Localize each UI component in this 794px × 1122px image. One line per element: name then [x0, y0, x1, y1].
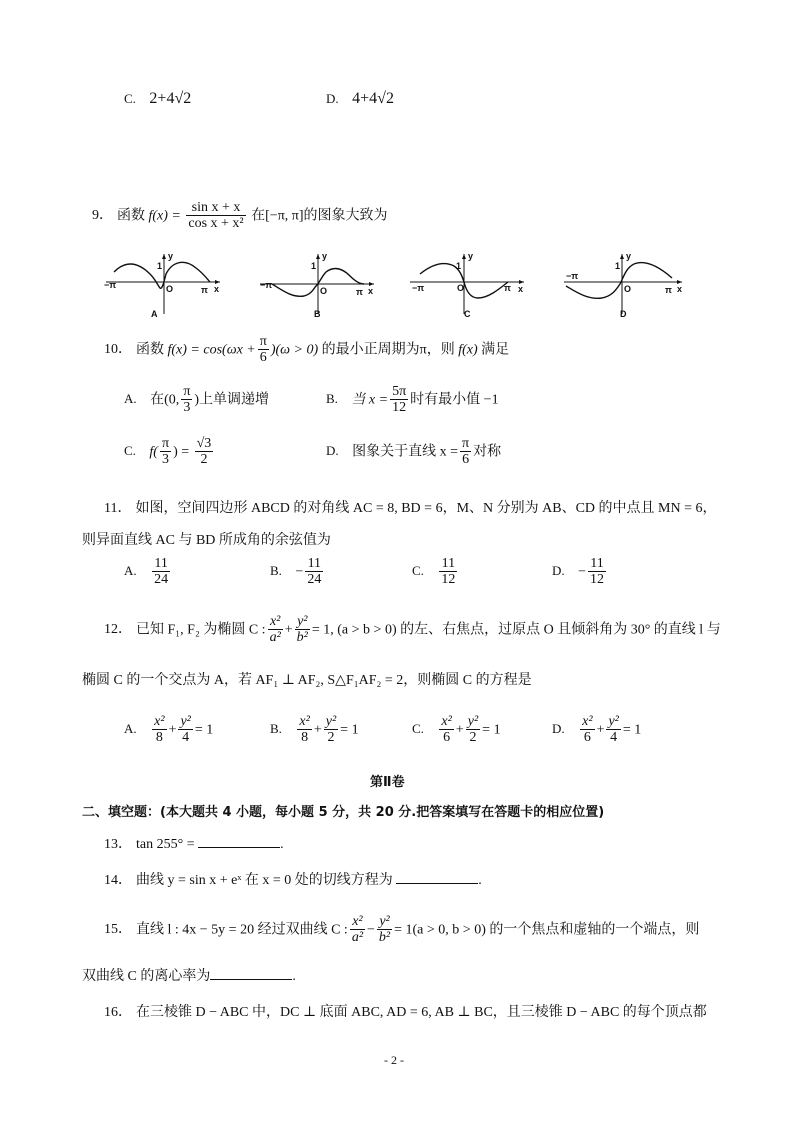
- y-axis-label: y: [626, 251, 632, 261]
- x-axis-label: x: [518, 284, 524, 294]
- function-expr: f(x) = cos(ωx +: [167, 342, 256, 358]
- numerator: sin x + x: [186, 200, 245, 216]
- tick-pi: π: [665, 285, 672, 295]
- x-axis-label: x: [368, 286, 374, 296]
- equals: = 1: [194, 722, 214, 738]
- fraction: [460, 436, 471, 468]
- question-number: 15．: [104, 922, 132, 938]
- tick-neg-pi: −π: [566, 271, 579, 281]
- numerator: π: [462, 436, 470, 451]
- graph-a: [104, 252, 224, 318]
- option-text: 当 x =: [351, 392, 389, 408]
- denominator: a²: [351, 930, 364, 946]
- q11-stem-line1: [104, 500, 716, 519]
- q15-stem-line2: [82, 968, 296, 987]
- fraction: [377, 914, 392, 946]
- option-letter: C.: [412, 563, 424, 579]
- q10-option-b: [326, 384, 499, 416]
- x-axis-label: x: [214, 284, 220, 294]
- q12-stem-line1: [104, 614, 721, 646]
- tick-pi: π: [504, 283, 511, 293]
- fraction: [466, 714, 480, 746]
- option-letter: D.: [326, 443, 339, 459]
- denominator: 12: [590, 572, 605, 588]
- numerator: x²: [350, 914, 365, 930]
- q11-option-c: [412, 556, 459, 588]
- numerator: x²: [154, 714, 165, 729]
- numerator: y²: [377, 914, 392, 930]
- option-sign: −: [578, 564, 587, 580]
- fraction: [324, 714, 338, 746]
- section-header: 二、填空题：(本大题共 4 小题，每小题 5 分，共 20 分.把答案填写在答题卡的相应位置): [82, 805, 605, 820]
- numerator: y²: [295, 614, 310, 630]
- stem-text: 函数: [136, 342, 164, 358]
- function-expr: )(ω > 0): [270, 342, 319, 358]
- option-text: f(: [149, 444, 158, 460]
- option-text: 时有最小值 −1: [410, 392, 499, 408]
- denominator: 4: [610, 730, 618, 746]
- q8-option-d: [326, 88, 394, 110]
- part-title: 第Ⅱ卷: [370, 775, 405, 790]
- tick-neg-pi: −π: [104, 280, 117, 290]
- denominator: 8: [301, 730, 309, 746]
- option-letter: C.: [124, 443, 136, 459]
- option-letter: D.: [552, 721, 565, 737]
- tick-one: 1: [311, 261, 317, 271]
- option-sign: −: [295, 564, 304, 580]
- q10-option-d: [326, 436, 501, 468]
- option-letter: A.: [124, 721, 137, 737]
- fraction: [580, 714, 594, 746]
- numerator: y²: [467, 714, 479, 729]
- q10-option-a: [124, 384, 269, 416]
- denominator: 8: [155, 730, 163, 746]
- q14: [104, 872, 482, 891]
- fraction: [305, 556, 323, 588]
- origin-label: O: [320, 286, 328, 296]
- numerator: y²: [325, 714, 337, 729]
- question-number: 10．: [104, 342, 132, 358]
- fraction: [258, 334, 269, 366]
- option-letter: A.: [124, 391, 137, 407]
- denominator: 24: [307, 572, 322, 588]
- stem-text: 双曲线 C 的离心率为: [82, 969, 211, 984]
- end-mark: .: [292, 969, 296, 984]
- function-expr: f(x): [458, 342, 478, 358]
- q11-option-d: [552, 556, 608, 588]
- graph-d: [562, 252, 686, 318]
- q12-option-a: A. $\frac{\text{x²}}{8}$ + $\frac{\text{y²}}{4}$ = 1: [124, 714, 214, 746]
- stem-text: 的最小正周期为π，则: [321, 342, 455, 358]
- stem-text: 函数: [117, 208, 145, 224]
- origin-label: O: [624, 284, 632, 294]
- fraction: [297, 714, 311, 746]
- question-number: 13．: [104, 837, 132, 852]
- fraction: [178, 714, 192, 746]
- tick-pi: π: [356, 287, 363, 297]
- q12-stem-line2: [82, 672, 532, 691]
- denominator: cos x + x²: [188, 216, 244, 232]
- x-axis-label: x: [677, 284, 683, 294]
- page-number: - 2 -: [384, 1053, 404, 1067]
- y-axis-label: y: [322, 251, 328, 261]
- stem-text: 曲线 y = sin x + eˣ 在 x = 0 处的切线方程为: [136, 873, 393, 888]
- fraction: [439, 714, 453, 746]
- fraction: [195, 436, 214, 468]
- tick-one: 1: [615, 261, 621, 271]
- numerator: x²: [268, 614, 283, 630]
- answer-blank: [198, 847, 280, 848]
- q9-stem: [92, 200, 388, 232]
- fraction: [186, 200, 245, 232]
- numerator: y²: [608, 714, 619, 729]
- option-letter: D.: [326, 91, 339, 106]
- denominator: 3: [162, 452, 170, 468]
- denominator: b²: [296, 630, 308, 646]
- fraction: [350, 914, 365, 946]
- graph-option-label: B: [314, 309, 321, 319]
- tick-pi: π: [201, 285, 208, 295]
- question-number: 14．: [104, 873, 132, 888]
- q11-option-b: [270, 556, 325, 588]
- denominator: 2: [469, 730, 477, 746]
- numerator: √3: [196, 436, 212, 451]
- option-text: 图象关于直线 x =: [352, 444, 459, 460]
- origin-label: O: [457, 283, 465, 293]
- option-letter: B.: [270, 721, 282, 737]
- q8-option-c: [124, 88, 191, 110]
- graph-option-label: D: [620, 309, 627, 319]
- fraction: [152, 556, 170, 588]
- option-letter: D.: [552, 563, 565, 579]
- stem-text: 满足: [481, 342, 510, 358]
- stem-text: = 1, (a > b > 0) 的左、右焦点，过原点 O 且倾斜角为 30° 的直线 l 与: [311, 622, 721, 638]
- denominator: a²: [269, 630, 281, 646]
- q10-option-c: [124, 436, 215, 468]
- denominator: 24: [154, 572, 169, 588]
- equals: = 1: [482, 722, 501, 738]
- fraction: [268, 614, 283, 646]
- tick-one: 1: [456, 261, 462, 271]
- equals: = 1: [622, 722, 642, 738]
- q16: [104, 1004, 707, 1023]
- stem-text: 在三棱锥 D − ABC 中，DC ⊥ 底面 ABC, AD = 6, AB ⊥ BC，且三棱锥 D − ABC 的每个顶点都: [136, 1005, 707, 1020]
- numerator: 11: [152, 556, 170, 572]
- answer-blank: [210, 979, 292, 980]
- question-number: 16．: [104, 1005, 132, 1020]
- numerator: x²: [582, 714, 593, 729]
- denominator: 12: [392, 400, 407, 416]
- stem-text: 如图，空间四边形 ABCD 的对角线 AC = 8, BD = 6，M、N 分别为 AB、CD 的中点且 MN = 6，: [135, 501, 717, 516]
- origin-label: O: [166, 284, 174, 294]
- option-letter: C.: [124, 91, 136, 106]
- q11-stem-line2: [82, 532, 331, 551]
- y-axis-label: y: [168, 251, 174, 261]
- option-letter: C.: [412, 721, 424, 737]
- denominator: 2: [200, 452, 208, 468]
- operator: −: [367, 922, 375, 938]
- option-text: 2+4√2: [149, 90, 192, 107]
- option-text: )上单调递增: [194, 392, 270, 408]
- denominator: 12: [441, 572, 456, 588]
- numerator: 11: [305, 556, 323, 572]
- denominator: 6: [259, 350, 267, 366]
- function-expr: f(x) =: [148, 208, 181, 224]
- numerator: x²: [441, 714, 452, 729]
- numerator: 5π: [392, 384, 407, 399]
- question-number: 11．: [104, 501, 132, 516]
- q15-stem-line1: [104, 914, 699, 946]
- numerator: π: [183, 384, 191, 399]
- option-letter: B.: [326, 391, 338, 407]
- stem-text: 已知 F₁, F₂ 为椭圆 C :: [136, 622, 266, 638]
- fraction: [390, 384, 408, 416]
- option-text: 对称: [473, 444, 502, 460]
- fraction: [181, 384, 192, 416]
- denominator: 6: [583, 730, 591, 746]
- stem-text: 直线 l : 4x − 5y = 20 经过双曲线 C :: [136, 922, 348, 938]
- graph-option-label: C: [464, 309, 471, 319]
- denominator: 6: [462, 452, 470, 468]
- numerator: y²: [180, 714, 191, 729]
- denominator: 2: [327, 730, 335, 746]
- fraction: [295, 614, 310, 646]
- fraction: [588, 556, 606, 588]
- operator: +: [284, 622, 293, 638]
- option-letter: B.: [270, 563, 282, 579]
- option-text: 4+4√2: [352, 90, 394, 107]
- end-mark: .: [280, 837, 284, 852]
- stem-text: 椭圆 C 的一个交点为 A，若 AF₁ ⊥ AF₂, S△F₁AF₂ = 2，则椭圆 C 的方程是: [82, 673, 532, 688]
- option-text: ) =: [173, 444, 190, 460]
- option-letter: A.: [124, 563, 137, 579]
- stem-text: = 1(a > 0, b > 0) 的一个焦点和虚轴的一个端点，则: [394, 922, 700, 938]
- stem-text: 则异面直线 AC 与 BD 所成角的余弦值为: [82, 533, 331, 548]
- denominator: b²: [378, 930, 391, 946]
- numerator: 11: [439, 556, 457, 572]
- denominator: 3: [183, 400, 191, 416]
- denominator: 6: [443, 730, 451, 746]
- q12-option-c: C. $\frac{\text{x²}}{6}$ + $\frac{\text{y²}}{2}$ = 1: [412, 714, 501, 746]
- numerator: π: [259, 334, 267, 349]
- graph-c: [408, 252, 528, 318]
- equals: = 1: [340, 722, 359, 738]
- answer-blank: [396, 883, 478, 884]
- y-axis-label: y: [468, 251, 474, 261]
- q13: [104, 836, 284, 855]
- fraction: [606, 714, 620, 746]
- question-number: 12．: [104, 622, 132, 638]
- graph-option-label: A: [151, 309, 158, 319]
- fraction: [160, 436, 171, 468]
- fraction: [152, 714, 166, 746]
- question-number: 9．: [92, 208, 113, 224]
- option-text: 在(0,: [150, 392, 180, 408]
- stem-text: 在[−π, π]的图象大致为: [251, 208, 388, 224]
- tick-one: 1: [157, 261, 163, 271]
- q12-option-d: D. $\frac{\text{x²}}{6}$ + $\frac{\text{y²}}{4}$ = 1: [552, 714, 642, 746]
- graph-b: [258, 252, 378, 318]
- end-mark: .: [478, 873, 482, 888]
- stem-text: tan 255° =: [136, 837, 195, 852]
- tick-neg-pi: −π: [260, 280, 273, 290]
- numerator: x²: [299, 714, 310, 729]
- q12-option-b: B. $\frac{\text{x²}}{8}$ + $\frac{\text{y²}}{2}$ = 1: [270, 714, 359, 746]
- q10-stem: [104, 334, 509, 366]
- tick-neg-pi: −π: [412, 283, 425, 293]
- numerator: π: [161, 436, 170, 451]
- denominator: 4: [182, 730, 190, 746]
- numerator: 11: [588, 556, 606, 572]
- fraction: [439, 556, 457, 588]
- q11-option-a: [124, 556, 172, 588]
